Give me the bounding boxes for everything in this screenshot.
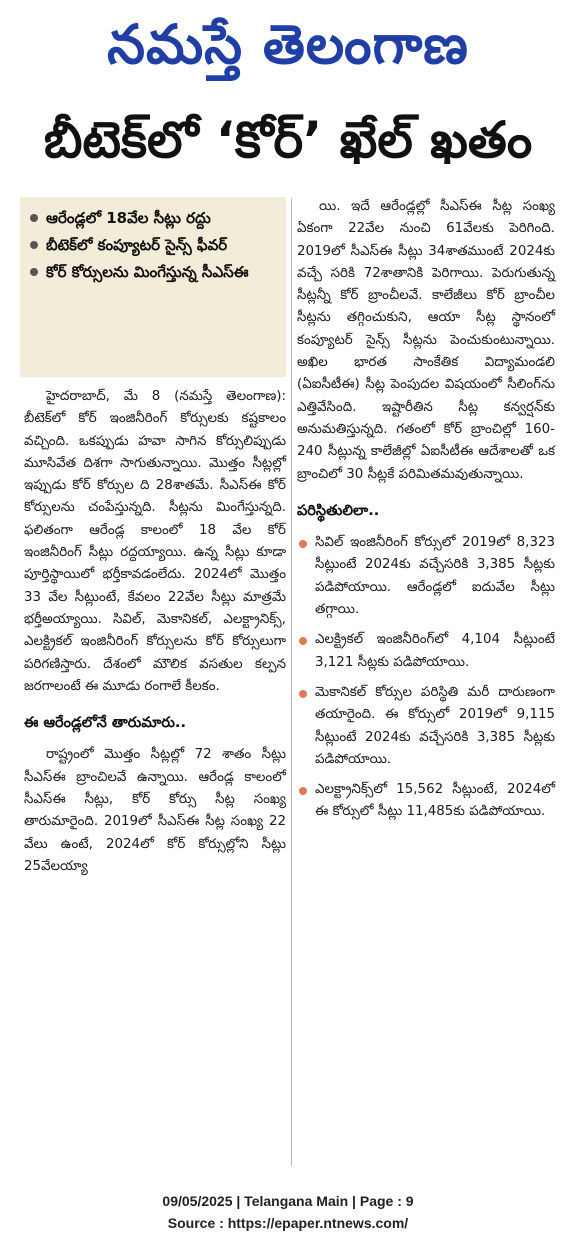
bullet-icon [299, 540, 307, 548]
highlight-text: బీటెక్‌లో కంప్యూటర్‌ సైన్స్‌ ఫీవర్‌ [46, 236, 228, 254]
fact-text: సివిల్‌ ఇంజినీరింగ్‌ కోర్సులో 2019లో 8,323 సీట్లుంటే 2024కు వచ్చేసరికి 3,385 సీట్లకు పడిపోయాయి. ఆరేండ్లలో ఐదువేల సీట్లు తగ్గాయి. [315, 535, 555, 618]
article-headline: బీటెక్‌లో ‘కోర్‌’ ఖేల్‌ ఖతం [43, 111, 533, 169]
body-paragraph: హైదరాబాద్‌, మే 8 (నమస్తే తెలంగాణ): బీటెక్‌లో కోర్‌ ఇంజినీరింగ్‌ కోర్సులకు కష్టకాలం వచ్చింది. ఒకప్పుడు హవా సాగిన కోర్సులిప్పుడు మూసివేత దిశగా సాగుతున్నాయి. మొత్తం సీట్లల్లో ఇప్పుడు కోర్‌ కోర్సుల ది 28శాతమే. సీఎస్‌ఈ కోర్‌ కోర్సులను చంపేస్తున్నది. సీట్లను మింగేస్తున్నది. ఫలితంగా ఆరేండ్ల కాలంలో 18 వేల కోర్‌ ఇంజినీరింగ్‌ సీట్లు రద్దయ్యాయి. ఉన్న సీట్లు కూడా పూర్తిస్థాయిలో భర్తీకావడంలేదు. 2024లో మొత్తం 33 వేల సీట్లుంటే, కేవలం 22వేల సీట్లు మాత్రమే భర్తీఅయ్యాయి. సివిల్‌, మెకానికల్‌, ఎలక్ట్రానిక్స్‌, ఎలక్ట్రికల్‌ ఇంజినీరింగ్‌ కోర్సులను కోర్‌ కోర్సులుగా పరిగణిస్తారు. దేశంలో మౌలిక వసతుల కల్పన జరగాలంటే ఈ మూడు రంగాలే కీలకం. [24, 389, 286, 694]
highlight-text: కోర్‌ కోర్సులను మింగేస్తున్న సీఎస్‌ఈ [46, 263, 249, 281]
fact-text: ఎలక్ట్రానిక్స్‌లో 15,562 సీట్లుంటే, 2024లో ఈ కోర్సులో సీట్లు 11,485కు పడిపోయాయి. [315, 782, 555, 820]
highlights-box [20, 197, 286, 377]
fact-item [297, 779, 555, 824]
fact-item [297, 682, 555, 771]
fact-item [297, 532, 555, 621]
highlight-item [30, 205, 276, 232]
source-link[interactable]: Source : https://epaper.ntnews.com/ [167, 1215, 409, 1231]
column-divider [291, 198, 292, 1166]
facts-list [297, 532, 555, 824]
body-paragraph: రాష్ట్రంలో మొత్తం సీట్లల్లో 72 శాతం సీట్లు సీఎస్‌ఈ బ్రాంచిలవే ఉన్నాయి. ఆరేండ్ల కాలంలో సీఎస్‌ఈ సీట్లు, కోర్‌ కోర్సు సీట్ల సంఖ్య తారుమారైంది. 2019లో సీఎస్‌ఈ సీట్ల సంఖ్య 22 వేలు ఉంటే, 2024లో కోర్‌ కోర్సుల్లోని సీట్లు 25వేలయ్యా [24, 747, 286, 874]
bullet-icon [299, 690, 307, 698]
right-column [297, 196, 555, 832]
section-subhead: పరిస్థితులిలా.. [297, 502, 380, 519]
highlight-item [30, 259, 276, 286]
highlights-list [20, 197, 286, 286]
fact-text: ఎలక్ట్రికల్‌ ఇంజినీరింగ్‌లో 4,104 సీట్లుంటే 3,121 సీట్లకు పడిపోయాయి. [315, 632, 555, 670]
bullet-icon [30, 241, 38, 249]
newspaper-masthead: నమస్తే తెలంగాణ [107, 13, 469, 76]
section-subhead: ఈ ఆరేండ్లలోనే తారుమారు.. [24, 715, 186, 732]
fact-item [297, 629, 555, 674]
bullet-icon [299, 787, 307, 795]
highlight-item [30, 232, 276, 259]
left-column [24, 386, 286, 878]
highlight-text: ఆరేండ్లలో 18వేల సీట్లు రద్దు [46, 209, 211, 227]
fact-text: మెకానికల్‌ కోర్సుల పరిస్థితి మరీ దారుణంగా తయారైంది. ఈ కోర్సులో 2019లో 9,115 సీట్లుంటే 2024కు వచ్చేసరికి 3,385 సీట్లకు పడిపోయాయి. [315, 684, 555, 767]
bullet-icon [30, 268, 38, 276]
bullet-icon [299, 637, 307, 645]
page-footer [0, 1190, 576, 1234]
bullet-icon [30, 214, 38, 222]
body-paragraph: యి. ఇదే ఆరేండ్లల్లో సీఎస్‌ఈ సీట్ల సంఖ్య ఏకంగా 22వేల నుంచి 61వేలకు పెరిగింది. 2019లో సీఎస్‌ఈ సీట్లు 34శాతముంటే 2024కు వచ్చే సరికి 72శాతానికి పెరిగాయి. పెరుగుతున్న సీట్లన్నీ కోర్‌ బ్రాంచీలవే. కాలేజీలు కోర్‌ బ్రాంచీల సీట్లను తగ్గించుకుని, ఆయా సీట్ల స్థానంలో కంప్యూటర్‌ సైన్స్‌ సీట్లను పెంచుకుంటున్నాయి. అఖిల భారత సాంకేతిక విద్యామండలి (ఏఐసీటీఈ) సీట్ల పెంపుదల విషయంలో సీలింగ్‌ను ఎత్తివేసింది. ఇష్టారీతిన సీట్ల కన్వర్షన్‌కు అనుమతిస్తున్నది. గతంలో కోర్‌ బ్రాంచిల్లో 160-240 సీట్లున్న కాలేజీల్లో ఏఐసీటీఈ ఆదేశాలతో ఒక బ్రాంచిలో 30 సీట్లకే పరిమితమవుతున్నాయి. [297, 199, 555, 482]
edition-info: 09/05/2025 | Telangana Main | Page : 9 [162, 1193, 414, 1209]
